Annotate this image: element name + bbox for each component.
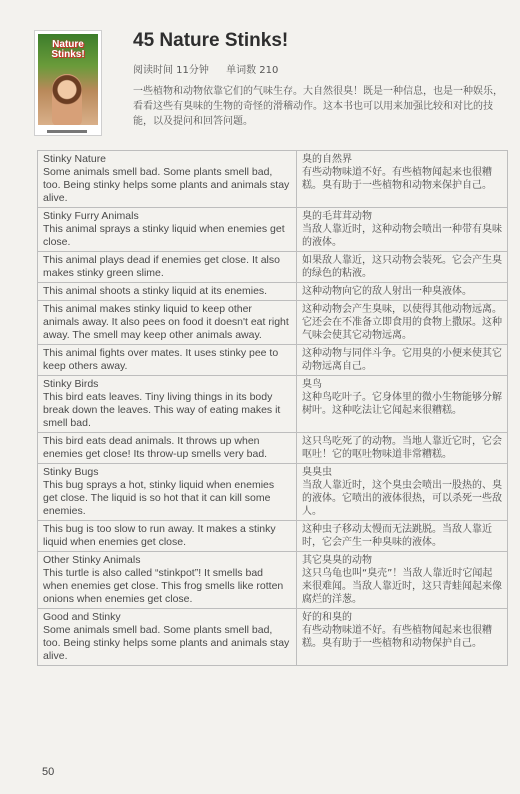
section-heading: Stinky Birds (43, 378, 99, 390)
english-cell (38, 376, 297, 433)
chinese-cell (297, 252, 508, 283)
table-row (38, 552, 508, 609)
cover-title-line1: Nature (52, 39, 84, 50)
table-row (38, 345, 508, 376)
english-text: Some animals smell bad. Some plants smell bad, too. Being stinky helps some plants and animals stay alive. (43, 624, 290, 662)
chinese-text: 这种动物会产生臭味，以使得其他动物远离。它还会在不准备立即食用的食物上撒尿。这种气味会使其它动物远离。 (302, 304, 502, 341)
chinese-cell (297, 609, 508, 666)
cover-title-line2: Stinks! (51, 49, 85, 60)
chinese-cell (297, 464, 508, 521)
table-row (38, 609, 508, 666)
section-heading: Stinky Bugs (43, 466, 99, 478)
book-title: 45 Nature Stinks! (133, 30, 289, 51)
chinese-text: 这只鸟吃死了的动物。当地人靠近它时，它会呕吐！它的呕吐物味道非常糟糕。 (302, 436, 502, 460)
english-cell (38, 345, 297, 376)
word-count: 单词数 210 (226, 65, 279, 76)
book-meta (133, 61, 292, 76)
chinese-cell (297, 552, 508, 609)
chinese-cell (297, 151, 508, 208)
english-cell (38, 433, 297, 464)
english-cell (38, 151, 297, 208)
english-text: This turtle is also called “stinkpot”! It smells bad when enemies get close. This frog smells like rotten onions when enemies get close. (43, 567, 284, 605)
reading-time: 阅读时间 11分钟 (133, 65, 209, 76)
english-cell (38, 552, 297, 609)
table-row (38, 464, 508, 521)
english-cell (38, 464, 297, 521)
chinese-cell (297, 521, 508, 552)
chinese-cell (297, 208, 508, 252)
english-cell (38, 252, 297, 283)
chinese-cell (297, 433, 508, 464)
chinese-heading: 臭鸟 (302, 379, 322, 390)
section-heading: Good and Stinky (43, 611, 121, 623)
english-cell (38, 301, 297, 345)
book-cover-image (34, 30, 102, 136)
cover-art (38, 34, 98, 125)
english-cell (38, 208, 297, 252)
chinese-heading: 臭的毛茸茸动物 (302, 211, 372, 222)
chinese-text: 有些动物味道不好。有些植物闻起来也很糟糕。臭有助于一些植物和动物保护自己。 (302, 625, 492, 649)
english-text: This bird eats leaves. Tiny living things in its body break down the leaves. This way of eating makes it smell bad. (43, 391, 281, 429)
table-row (38, 208, 508, 252)
chinese-text: 如果敌人靠近，这只动物会装死。它会产生臭的绿色的粘液。 (302, 255, 502, 279)
english-text: This animal fights over mates. It uses stinky pee to keep others away. (43, 347, 279, 372)
english-text: Some animals smell bad. Some plants smell bad, too. Being stinky helps some plants and animals stay alive. (43, 166, 290, 204)
chinese-heading: 臭的自然界 (302, 154, 352, 165)
table-row (38, 252, 508, 283)
page-number: 50 (42, 766, 55, 778)
english-text: This animal shoots a stinky liquid at its enemies. (43, 285, 268, 297)
table-row (38, 301, 508, 345)
chinese-text: 这种鸟吃叶子。它身体里的微小生物能够分解树叶。这种吃法让它闻起来很糟糕。 (302, 392, 502, 416)
table-row (38, 283, 508, 301)
table-row (38, 376, 508, 433)
table-row (38, 433, 508, 464)
english-text: This animal plays dead if enemies get close. It also makes stinky green slime. (43, 254, 280, 279)
english-cell (38, 521, 297, 552)
english-text: This bug sprays a hot, stinky liquid when enemies get close. The liquid is so hot that it can kill some enemies. (43, 479, 275, 517)
chinese-cell (297, 301, 508, 345)
chinese-text: 当敌人靠近时，这种动物会喷出一种带有臭味的液体。 (302, 224, 502, 248)
english-text: This bug is too slow to run away. It makes a stinky liquid when enemies get close. (43, 523, 276, 548)
chinese-cell (297, 376, 508, 433)
english-text: This animal sprays a stinky liquid when enemies get close. (43, 223, 285, 248)
chinese-text: 当敌人靠近时，这个臭虫会喷出一股热的、臭的液体。它喷出的液体很热，可以杀死一些敌人。 (302, 480, 502, 517)
chinese-heading: 臭臭虫 (302, 467, 332, 478)
chinese-cell (297, 283, 508, 301)
chinese-text: 这种动物与同伴斗争。它用臭的小便来使其它动物远离自己。 (302, 348, 502, 372)
chinese-text: 这种动物向它的敌人射出一种臭液体。 (302, 286, 472, 297)
section-heading: Other Stinky Animals (43, 554, 141, 566)
translation-table (37, 150, 508, 666)
chinese-heading: 其它臭臭的动物 (302, 555, 372, 566)
section-heading: Stinky Nature (43, 153, 107, 165)
cover-girl-illustration (52, 74, 82, 125)
english-cell (38, 283, 297, 301)
table-row (38, 521, 508, 552)
chinese-text: 有些动物味道不好。有些植物闻起来也很糟糕。臭有助于一些植物和动物来保护自己。 (302, 167, 492, 191)
english-text: This animal makes stinky liquid to keep other animals away. It also pees on food it doesn't eat right away. The smell may keep other animals away. (43, 303, 289, 341)
section-heading: Stinky Furry Animals (43, 210, 139, 222)
chinese-text: 这只乌龟也叫“臭壳”！当敌人靠近时它闻起来很难闻。当敌人靠近时，这只青蛙闻起来像腐烂的洋葱。 (302, 568, 502, 605)
cover-title (42, 40, 94, 60)
english-text: This bird eats dead animals. It throws up when enemies get close! Its throw-up smells very bad. (43, 435, 268, 460)
english-cell (38, 609, 297, 666)
book-intro: 一些植物和动物依靠它们的气味生存。大自然很臭！既是一种信息，也是一种娱乐，看看这些有臭味的生物的奇怪的滑稽动作。这本书也可以用来加强比较和对比的技能，以及提问和回答问题。 (133, 86, 503, 127)
chinese-cell (297, 345, 508, 376)
chinese-text: 这种虫子移动太慢而无法跳脱。当敌人靠近时，它会产生一种臭味的液体。 (302, 524, 492, 548)
chinese-heading: 好的和臭的 (302, 612, 352, 623)
cover-publisher-mark (47, 130, 87, 133)
table-row (38, 151, 508, 208)
